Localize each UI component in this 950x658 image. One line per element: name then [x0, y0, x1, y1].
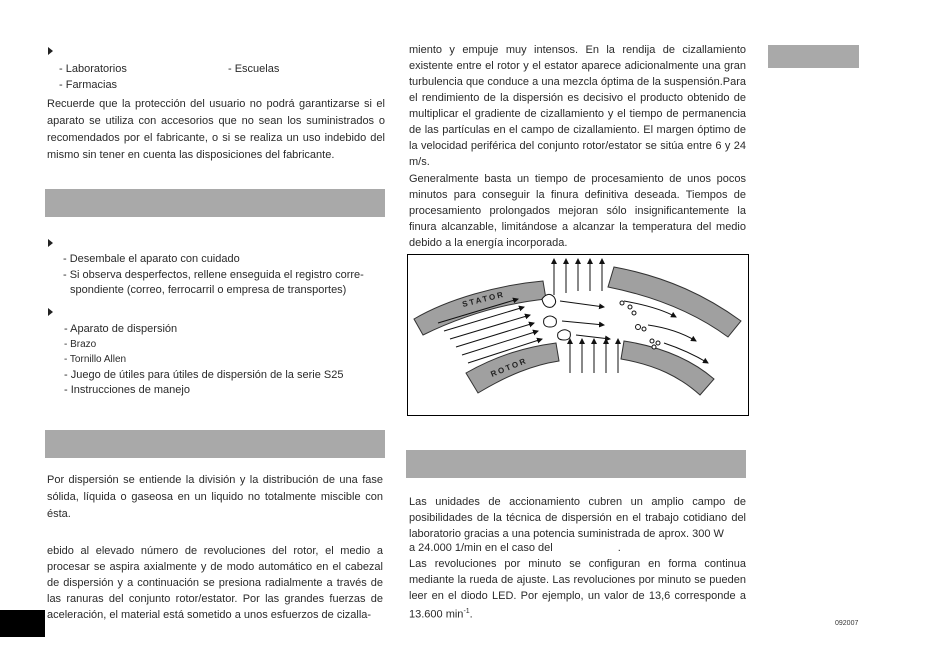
page-code: 092007 [835, 620, 859, 627]
section-header-bar-2 [45, 430, 385, 458]
bullet-arrow-icon [48, 239, 53, 247]
unpack-item-2-continued: spondiente (correo, ferrocarril o empresa de transportes) [70, 284, 347, 296]
rotor-arrows-up [570, 339, 618, 373]
contents-item-1: - Aparato de dispersión [64, 323, 178, 335]
list-item-farmacias: - Farmacias [59, 79, 118, 91]
outflow-arrows-up [554, 259, 602, 295]
drive-end: . [469, 608, 473, 621]
drive-superscript: -1 [463, 608, 470, 615]
contents-item-4: - Juego de útiles para útiles de dispersión de la serie S25 [64, 369, 344, 381]
warning-paragraph: Recuerde que la protección del usuario no podrá garantizarse si el aparato se utiliza con accesorios que no sean los suministrados o recomendados por el fabricante, o si se realiza un uso indebido del mismo sin tener en cuenta las disposiciones del fabricante. [47, 98, 385, 161]
side-tab-bar [768, 45, 859, 68]
unpack-item-1: - Desembale el aparato con cuidado [63, 253, 240, 265]
list-item-laboratorios: - Laboratorios [59, 63, 127, 75]
drive-line-2-end: . [617, 542, 621, 554]
drive-line-2 [409, 541, 621, 556]
dispersion-mechanism: ebido al elevado número de revoluciones del rotor, el medio a procesar se aspira axialmente y de modo automático en el cabezal de dispersión y a continuación se presiona radialmente a través de las ranuras del conjunto rotor/estator. Por las grandes fuerzas de aceleración, el material está sometido a unos esfuerzos de cizalla- [47, 545, 383, 621]
processing-time-paragraph: Generalmente basta un tiempo de procesamiento de unos pocos minutos para conseguir la finura definitiva deseada. Tiempos de procesamiento prolongados mejoran sólo insignificantemente la finura alcanzable, limitándose a alcanzar la temperatura del medio debido a la energía incorporada. [409, 173, 746, 249]
stator-left-segment [414, 281, 546, 335]
stator-label: STATOR [461, 289, 506, 309]
dispersion-definition: Por dispersión se entiende la división y la distribución de una fase sólida, líquida o gaseosa en un liquido no totalmente miscible con ésta. [47, 474, 383, 520]
rotor-stator-figure [407, 254, 749, 416]
continuation-paragraph: miento y empuje muy intensos. En la rendija de cizallamiento existente entre el rotor y el estator aparece adicionalmente una gran turbulencia que conduce a una mezcla óptima de la suspensión.Para el rendimiento de la dispersión es decisivo el producto obtenido de multiplicar el gradiente de cizallamiento y el tiempo de permanencia de las partículas en el campo de cizallamiento. El margen óptimo de la velocidad periférica del conjunto rotor/estator se sitúa entre 6 y 24 m/s. [409, 44, 746, 168]
section-header-bar-3 [406, 450, 746, 478]
section-header-bar-1 [45, 189, 385, 217]
page-footer-block [0, 610, 45, 637]
rotor-right-segment [621, 341, 714, 395]
contents-item-5: - Instrucciones de manejo [64, 384, 190, 396]
rotor-label: ROTOR [489, 355, 529, 379]
particles [542, 294, 660, 349]
rotor-stator-diagram [408, 255, 748, 415]
contents-item-3: - Tornillo Allen [64, 354, 127, 365]
drive-paragraph-3-text: Las revoluciones por minuto se configuran en forma continua mediante la rueda de ajuste. Las revoluciones por minuto se pueden leer en el diodo LED. Por ejemplo, un valor de 13,6 corresponde a 13.600 min [409, 558, 746, 621]
drive-paragraph-3 [409, 556, 746, 623]
bullet-arrow-icon [48, 308, 53, 316]
bullet-arrow-icon [48, 47, 53, 55]
drive-line-2-text: a 24.000 1/min en el caso del [409, 542, 553, 554]
unpack-item-2: - Si observa desperfectos, rellene enseguida el registro corre- [63, 269, 364, 281]
contents-item-2: - Brazo [64, 339, 97, 350]
drive-paragraph-1: Las unidades de accionamiento cubren un amplio campo de posibilidades de la técnica de dispersión en el trabajo cotidiano del laboratorio gracias a una potencia suministrada de aprox. 300 W [409, 496, 746, 540]
list-item-escuelas: - Escuelas [228, 63, 280, 75]
